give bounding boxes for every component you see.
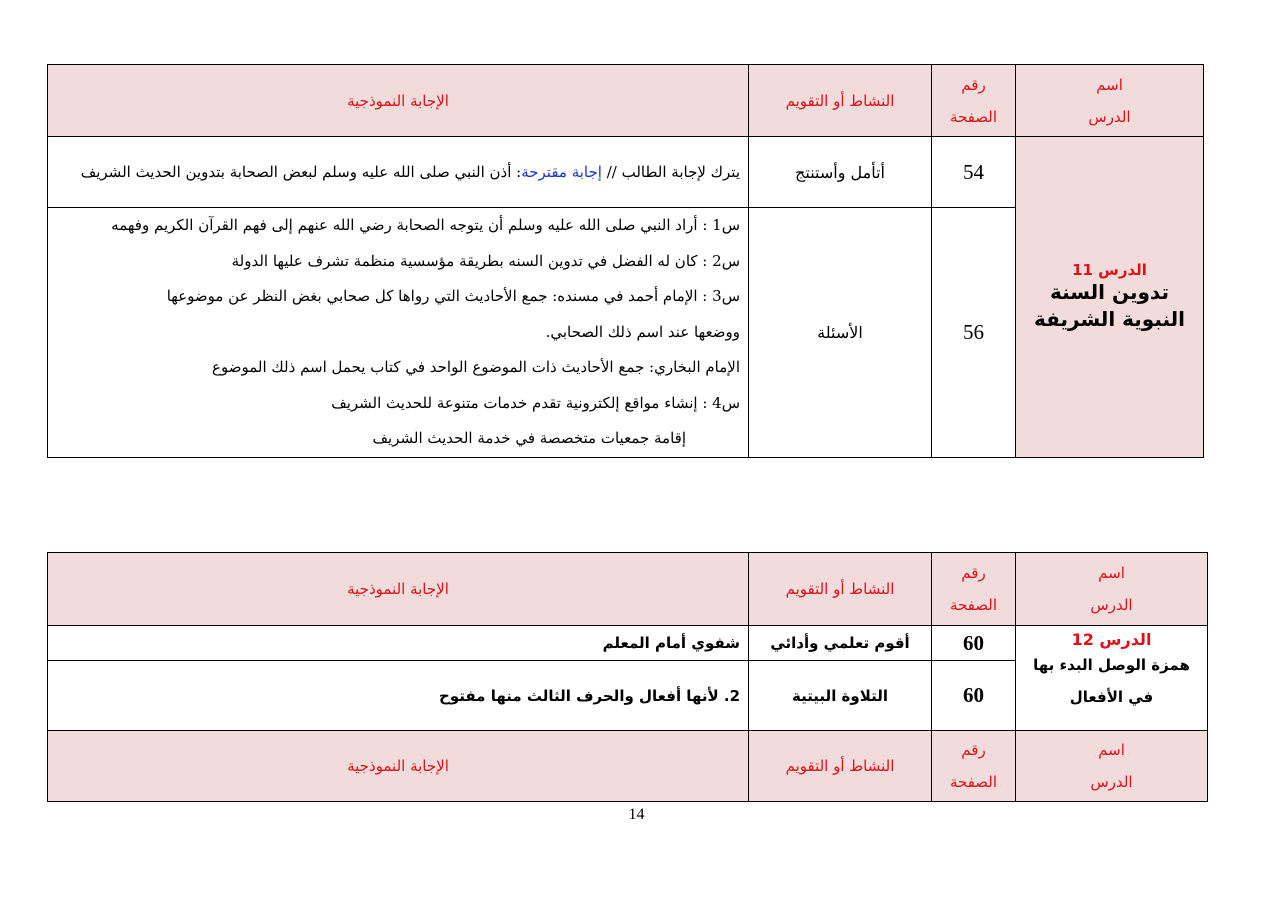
- page-number-header: رقم الصفحة: [932, 65, 1016, 137]
- lesson-12-table: [47, 552, 1208, 802]
- lesson-cell: [1016, 137, 1204, 458]
- activity-cell: أتأمل وأستنتج: [749, 137, 932, 208]
- activity-cell: التلاوة البيتية: [749, 661, 932, 731]
- page-number-header: رقم الصفحة: [932, 731, 1016, 802]
- answer-cell: [48, 208, 749, 458]
- suggested-answer-label: إجابة مقترحة: [521, 163, 602, 181]
- model-answer-header: الإجابة النموذجية: [48, 553, 749, 626]
- activity-cell: أقوم تعلمي وأدائي: [749, 626, 932, 661]
- activity-header: النشاط أو التقويم: [749, 65, 932, 137]
- page-number: 14: [628, 806, 645, 823]
- table-header-row: [48, 731, 1208, 802]
- page-number-cell: 54: [932, 137, 1016, 208]
- answer-line: س3 : الإمام أحمد في مسنده: جمع الأحاديث التي رواها كل صحابي بغض النظر عن موضوعها: [166, 287, 740, 305]
- activity-header: النشاط أو التقويم: [749, 553, 932, 626]
- lesson-name-header: اسم الدرس: [1016, 553, 1208, 626]
- answer-cell: شفوي أمام المعلم: [48, 626, 749, 661]
- lesson-cell: [1016, 626, 1208, 731]
- page-number-header: رقم الصفحة: [932, 553, 1016, 626]
- model-answer-header: الإجابة النموذجية: [48, 731, 749, 802]
- model-answer-header: الإجابة النموذجية: [48, 65, 749, 137]
- lesson-title: همزة الوصل البدء بها في الأفعال: [1033, 656, 1190, 706]
- table-row: [48, 626, 1208, 661]
- lesson-name-header: اسم الدرس: [1016, 65, 1204, 137]
- lesson-title: تدوين السنة النبوية الشريفة: [1033, 279, 1186, 331]
- answer-line: س2 : كان له الفضل في تدوين السنه بطريقة مؤسسية منظمة تشرف عليها الدولة: [231, 251, 740, 270]
- answer-line: ووضعها عند اسم ذلك الصحابي.: [545, 322, 740, 341]
- answer-cell: يترك لإجابة الطالب // إجابة مقترحة: أذن النبي صلى الله عليه وسلم لبعض الصحابة بتدوين الحديث الشريف: [48, 137, 749, 208]
- lesson-label: الدرس 11: [1072, 260, 1147, 279]
- page-number-cell: 60: [932, 626, 1016, 661]
- page-number-cell: 56: [932, 208, 1016, 458]
- answer-line: إقامة جمعيات متخصصة في خدمة الحديث الشريف: [372, 429, 686, 447]
- activity-header: النشاط أو التقويم: [749, 731, 932, 802]
- activity-cell: الأسئلة: [749, 208, 932, 458]
- answer-line: الإمام البخاري: جمع الأحاديث ذات الموضوع الواحد في كتاب يحمل اسم ذلك الموضوع: [212, 358, 740, 376]
- lesson-11-table: [47, 64, 1204, 458]
- page-number-cell: 60: [932, 661, 1016, 731]
- answer-cell: 2. لأنها أفعال والحرف الثالث منها مفتوح: [48, 661, 749, 731]
- table-row: [48, 137, 1204, 208]
- answer-line: س4 : إنشاء مواقع إلكترونية تقدم خدمات متنوعة للحديث الشريف: [331, 393, 740, 412]
- lesson-name-header: اسم الدرس: [1016, 731, 1208, 802]
- table-header-row: [48, 553, 1208, 626]
- lesson-label: الدرس 12: [1071, 630, 1152, 649]
- table-header-row: [48, 65, 1204, 137]
- answer-line: س1 : أراد النبي صلى الله عليه وسلم أن يتوجه الصحابة رضي الله عنهم إلى فهم القرآن الكريم وفهمه: [111, 216, 740, 234]
